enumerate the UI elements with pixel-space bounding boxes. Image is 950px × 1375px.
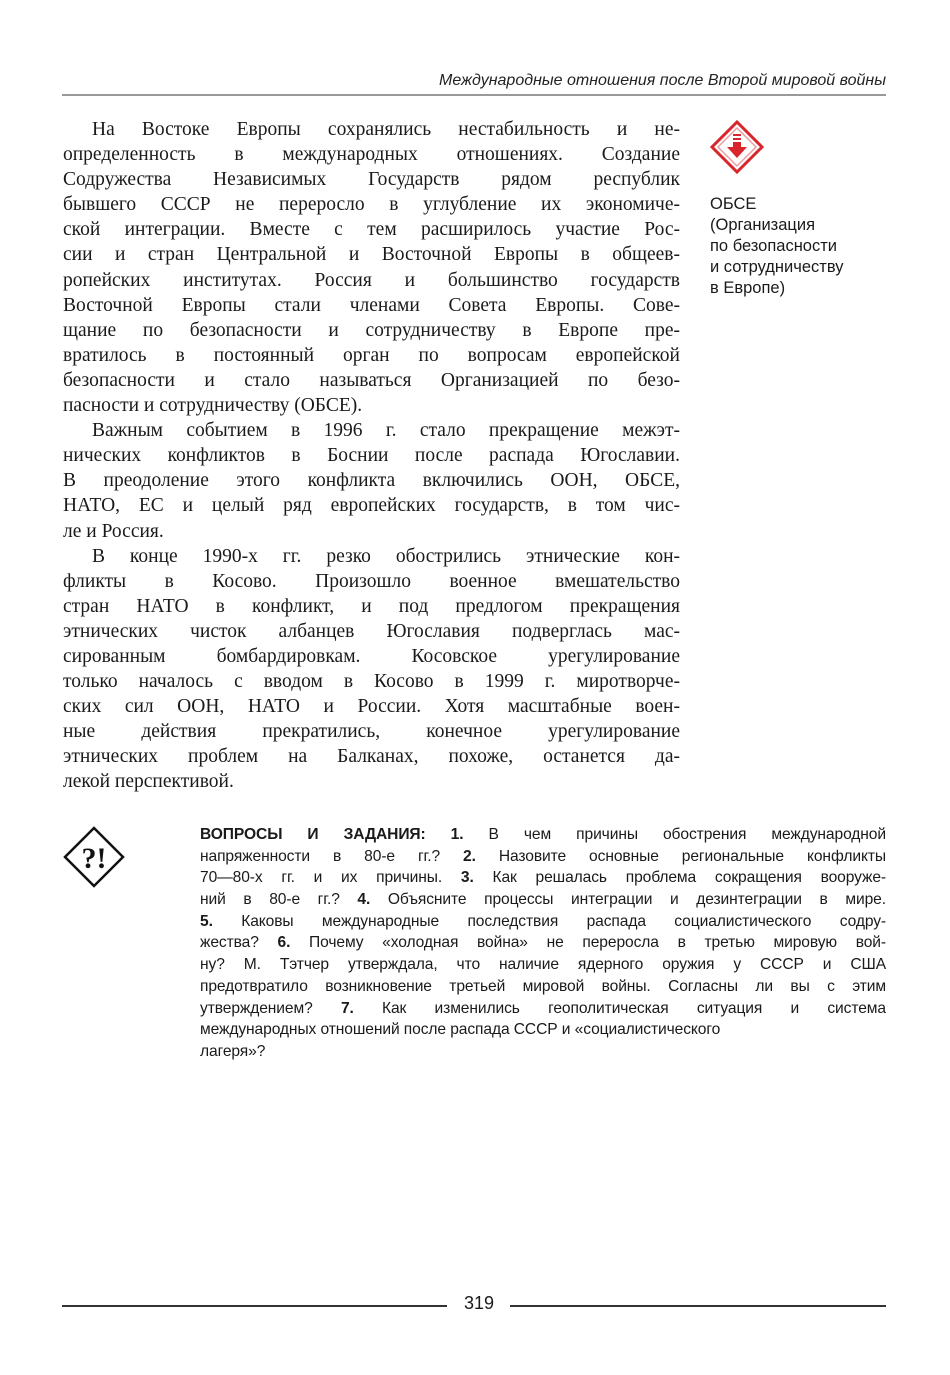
page-number: 319	[463, 1293, 495, 1313]
question-text: утверждением?	[200, 999, 341, 1017]
text-line: этнических проблем на Балканах, похоже, останется да-	[63, 746, 680, 768]
question-number: 5.	[200, 912, 213, 930]
question-line	[200, 976, 886, 998]
text-line: В преодоление этого конфликта включились ООН, ОБСЕ,	[63, 470, 680, 492]
svg-text:?!: ?!	[81, 842, 107, 875]
question-text: Объясните процессы интеграции и дезинтеграции в мире.	[370, 891, 886, 909]
question-number: 7.	[340, 999, 354, 1017]
question-number: 6.	[277, 934, 291, 952]
text-line: бывшего СССР не переросло в углубление их экономиче-	[63, 194, 680, 216]
question-line	[200, 889, 886, 911]
question-text: Почему «холодная война» не переросла в третью мировую вой-	[290, 934, 886, 952]
text-line: фликты в Косово. Произошло военное вмешательство	[63, 570, 680, 592]
question-text: напряженности в 80-е гг.?	[200, 847, 464, 865]
download-diamond-icon	[710, 120, 764, 174]
question-text: ний в 80-е гг.?	[200, 891, 358, 909]
text-line: На Востоке Европы сохранялись нестабильность и не-	[92, 119, 680, 140]
question-text: В чем причины обострения международной	[463, 826, 886, 843]
question-text: международных отношений после распада СССР и «социалистического	[200, 1021, 721, 1039]
text-line: вратилось в постоянный орган по вопросам европейской	[63, 344, 680, 366]
sidenote-line: (Организация	[710, 216, 816, 234]
text-line: ских сил ООН, НАТО и России. Хотя масштабные воен-	[63, 696, 680, 718]
text-line: ные действия прекратились, конечное урегулирование	[63, 721, 680, 743]
text-line: сированным бомбардировкам. Косовское урегулирование	[63, 645, 680, 667]
text-line: В конце 1990-х гг. резко обострились этнические кон-	[92, 545, 680, 567]
question-text: Как решалась проблема сокращения вооруже-	[473, 869, 886, 887]
question-line	[200, 998, 886, 1020]
questions-block	[200, 824, 886, 1063]
question-text: жества?	[200, 934, 278, 952]
text-line: этнических чисток албанцев Югославия подверглась мас-	[63, 620, 680, 642]
question-line	[200, 932, 886, 954]
text-line: ле и Россия.	[63, 520, 164, 542]
question-line	[200, 954, 886, 976]
question-number: ВОПРОСЫ И ЗАДАНИЯ: 1.	[200, 826, 464, 843]
text-line: пасности и сотрудничеству (ОБСЕ).	[63, 395, 363, 417]
question-line	[200, 911, 886, 933]
question-line	[200, 824, 886, 846]
text-line: безопасности и стало называться Организацией по безо-	[63, 369, 680, 391]
text-line: Содружества Независимых Государств рядом республик	[63, 169, 680, 191]
question-text: 70—80-х гг. и их причины.	[200, 869, 461, 887]
sidenote	[710, 120, 890, 299]
text-line: НАТО, ЕС и целый ряд европейских государств, в том чис-	[63, 495, 680, 517]
text-line: нических конфликтов в Боснии после распада Югославии.	[63, 445, 680, 467]
text-line: стран НАТО в конфликт, и под предлогом прекращения	[63, 595, 680, 617]
question-text: Назовите основные региональные конфликты	[475, 847, 886, 865]
page-footer	[62, 1293, 886, 1317]
text-line: ропейских институтах. Россия и большинство государств	[63, 269, 680, 291]
text-line: щание по безопасности и сотрудничеству в Европе пре-	[63, 319, 680, 341]
question-text: предотвратило возникновение третьей мировой войны. Согласны ли вы с этим	[200, 977, 886, 995]
sidenote-line: ОБСЕ	[710, 195, 757, 213]
sidenote-line: в Европе)	[710, 279, 786, 297]
question-line	[200, 1041, 886, 1063]
text-line: Восточной Европы стали членами Совета Европы. Сове-	[63, 294, 680, 316]
sidenote-line: по безопасности	[710, 237, 838, 255]
question-text: Как изменились геополитическая ситуация и система	[353, 999, 886, 1017]
footer-rule-left	[62, 1305, 447, 1307]
text-line: Важным событием в 1996 г. стало прекращение межэт-	[92, 420, 680, 442]
question-line	[200, 846, 886, 868]
text-line: определенность в международных отношениях. Создание	[63, 144, 680, 166]
sidenote-line: и сотрудничеству	[710, 258, 844, 276]
main-text	[63, 117, 680, 795]
question-text: Каковы международные последствия распада социалистического содру-	[212, 912, 886, 930]
question-line	[200, 867, 886, 889]
footer-rule-right	[510, 1305, 886, 1307]
running-head: Международные отношения после Второй мировой войны	[439, 72, 886, 89]
text-line: сии и стран Центральной и Восточной Европы в общеев-	[63, 244, 680, 266]
question-number: 4.	[357, 891, 371, 909]
text-line: только началось с вводом в Косово в 1999 г. миротворче-	[63, 671, 680, 693]
question-number: 3.	[460, 869, 474, 887]
question-line	[200, 1019, 886, 1041]
header-rule	[62, 94, 886, 96]
question-number: 2.	[463, 847, 476, 865]
question-exclamation-diamond-icon	[62, 825, 126, 889]
text-line: лекой перспективой.	[63, 771, 234, 793]
question-text: лагеря»?	[200, 1042, 266, 1060]
question-text: ну? М. Тэтчер утверждала, что наличие ядерного оружия у СССР и США	[200, 956, 886, 974]
text-line: ской интеграции. Вместе с тем расширилось участие Рос-	[63, 219, 680, 241]
